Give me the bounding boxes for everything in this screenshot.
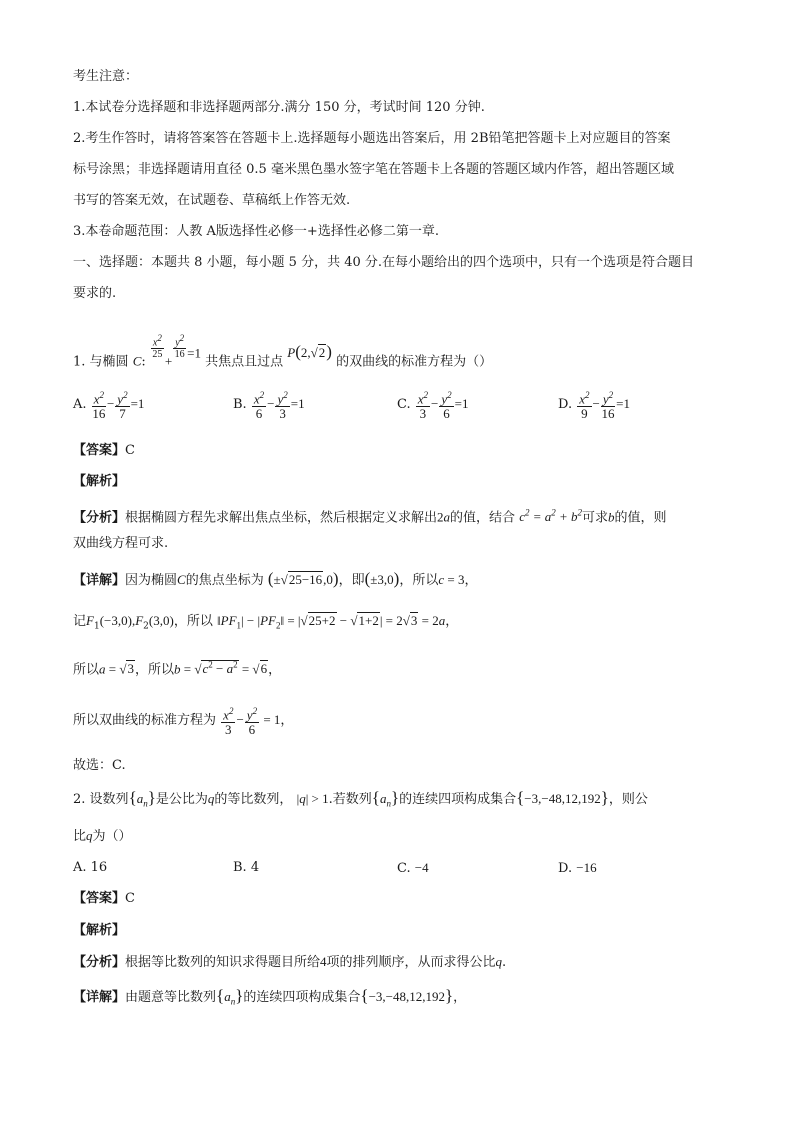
question-1-stem: 1. 与椭圆 C: $\frac{x^2}{25}$ + $\frac{y^2}{16}$ =1 共焦点且过点 P(2,√2) 的双曲线的标准方程为（） <box>73 333 493 370</box>
section-heading-line-2: 要求的. <box>73 286 117 301</box>
question-2-stem-line-2: 比q为（） <box>73 828 132 844</box>
q1-detail-line-4: 所以双曲线的标准方程为 $\frac{x^2}{3}$ − $\frac{y^2}{6}$ = 1， <box>73 706 294 738</box>
question-number: 1. <box>73 354 86 370</box>
q1-option-a: A. $\frac{x^2}{16}$ − $\frac{y^2}{7}$ =1 <box>73 390 145 422</box>
q1-fenxi-line-2: 双曲线方程可求. <box>73 536 169 551</box>
notice-title: 考生注意： <box>73 69 139 84</box>
notice-item-2-line-1: 2.考生作答时，请将答案答在答题卡上.选择题每小题选出答案后，用 2B铅笔把答题卡上对应题目的答案 <box>73 131 671 146</box>
q2-option-a: A. 16 <box>73 860 108 875</box>
section-heading-line-1: 一、选择题：本题共 8 小题，每小题 5 分，共 40 分.在每小题给出的四个选项中，只有一个选项是符合题目 <box>73 255 695 270</box>
notice-item-2-line-3: 书写的答案无效，在试题卷、草稿纸上作答无效. <box>73 193 351 208</box>
q1-fenxi-line-1: 【分析】根据椭圆方程先求解出焦点坐标，然后根据定义求解出2a的值，结合 $c^2 = a^2 + b^2$可求b的值，则 <box>73 508 667 526</box>
notice-item-3: 3.本卷命题范围：人教 A版选择性必修一+选择性必修二第一章. <box>73 224 439 239</box>
q1-answer: 【答案】C <box>73 443 135 458</box>
q2-option-c: C. −4 <box>397 860 429 876</box>
question-number: 2. <box>73 792 86 807</box>
q2-option-d: D. −16 <box>558 860 597 876</box>
q1-detail-line-3: 所以a = √3，所以$b = √c^2 - a^2 = √6$， <box>73 660 282 678</box>
q2-answer: 【答案】C <box>73 891 135 906</box>
notice-item-2-line-2: 标号涂黑；非选择题请用直径 0.5 毫米黑色墨水签字笔在答题卡上各题的答题区域内作答，超出答题区域 <box>73 162 674 177</box>
q1-option-d: D. $\frac{x^2}{9}$ − $\frac{y^2}{16}$ =1 <box>558 390 630 422</box>
q2-detail-line-1: 【详解】由题意等比数列$\{a_n\}$的连续四项构成集合{−3,−48,12,192}， <box>73 986 467 1007</box>
q1-option-c: C. $\frac{x^2}{3}$ − $\frac{y^2}{6}$ =1 <box>397 390 469 422</box>
q2-analysis-tag: 【解析】 <box>73 923 126 938</box>
q2-option-b: B. 4 <box>233 860 260 875</box>
question-2-stem-line-1: 2. 设数列$\{a_n\}$是公比为q的等比数列， |q| > 1.若数列$\{a_n\}$的连续四项构成集合{−3,−48,12,192}，则公 <box>73 788 648 809</box>
q1-conclusion: 故选：C. <box>73 758 126 773</box>
q1-detail-line-2: 记$F_1(-3,0),F_2(3,0)$，所以 $‖PF_1|$ − $|PF_2‖ = |√25+2 - √1+2| = 2√3 = 2a$， <box>73 613 459 632</box>
q1-detail-line-1: 【详解】因为椭圆C的焦点坐标为 (±√25−16,0)，即(±3,0)，所以c = 3， <box>73 569 478 588</box>
q1-option-b: B. $\frac{x^2}{6}$ − $\frac{y^2}{3}$ =1 <box>233 390 305 422</box>
q1-analysis-tag: 【解析】 <box>73 474 126 489</box>
q2-fenxi: 【分析】根据等比数列的知识求得题目所给4项的排列顺序，从而求得公比q. <box>73 954 507 970</box>
notice-item-1: 1.本试卷分选择题和非选择题两部分.满分 150 分，考试时间 120 分钟. <box>73 100 485 115</box>
